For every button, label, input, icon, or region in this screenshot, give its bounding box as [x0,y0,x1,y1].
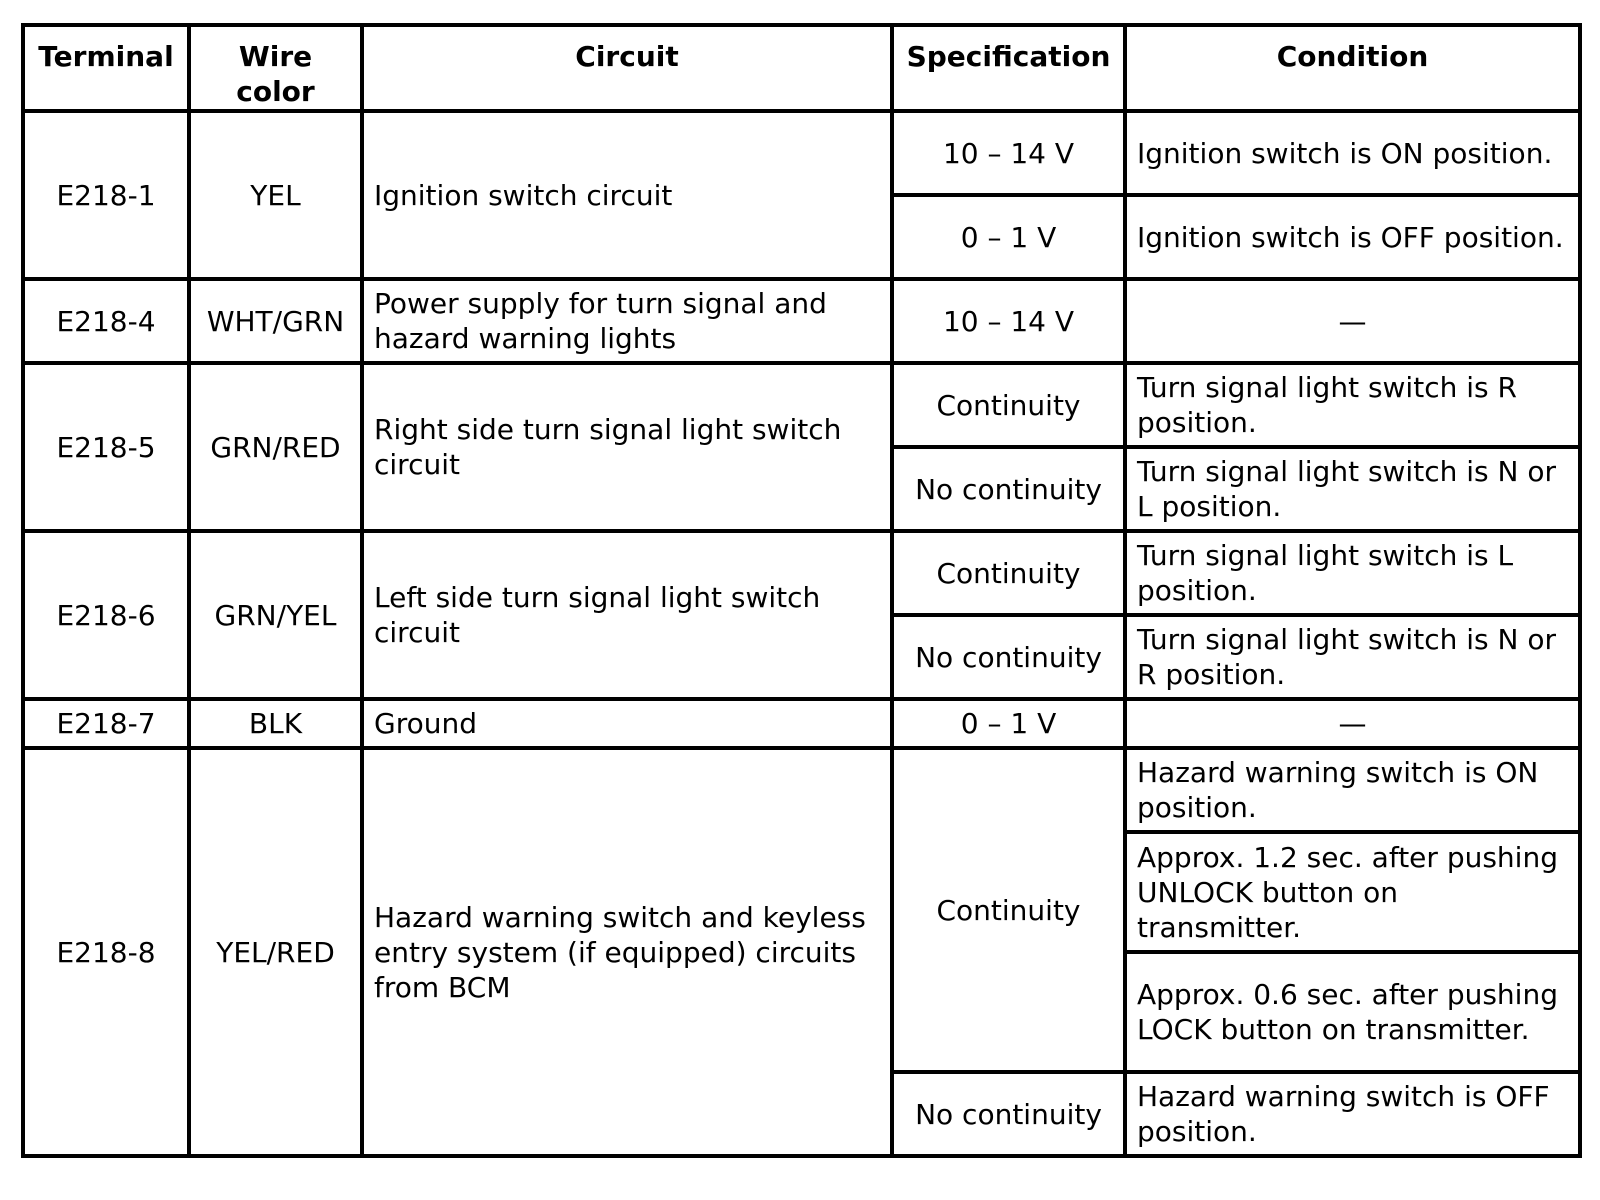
spec-cell: Continuity [892,748,1125,1072]
spec-cell: Continuity [892,531,1125,615]
table-row [23,699,1580,748]
terminal-cell: E218-1 [23,111,189,279]
spec-cell: 0 – 1 V [892,195,1125,279]
terminal-spec-table [21,23,1582,1158]
spec-cell: Continuity [892,363,1125,447]
spec-cell: No continuity [892,1072,1125,1156]
table-row [23,363,1580,447]
condition-cell: Ignition switch is OFF position. [1125,195,1580,279]
spec-cell: 0 – 1 V [892,699,1125,748]
table-row [23,748,1580,832]
condition-cell: Turn signal light switch is R position. [1125,363,1580,447]
condition-cell: — [1125,699,1580,748]
spec-cell: 10 – 14 V [892,279,1125,363]
condition-cell: Hazard warning switch is OFF position. [1125,1072,1580,1156]
header-wire-color: Wire color [189,25,362,111]
terminal-cell: E218-4 [23,279,189,363]
condition-cell: Hazard warning switch is ON position. [1125,748,1580,832]
circuit-cell: Power supply for turn signal and hazard warning lights [362,279,892,363]
header-condition: Condition [1125,25,1580,111]
wire-color-cell: YEL [189,111,362,279]
circuit-cell: Ignition switch circuit [362,111,892,279]
header-circuit: Circuit [362,25,892,111]
table-row [23,531,1580,615]
condition-cell: Turn signal light switch is L position. [1125,531,1580,615]
circuit-cell: Left side turn signal light switch circuit [362,531,892,699]
condition-cell: Approx. 1.2 sec. after pushing UNLOCK button on transmitter. [1125,832,1580,952]
terminal-cell: E218-5 [23,363,189,531]
spec-cell: 10 – 14 V [892,111,1125,195]
wire-color-cell: WHT/GRN [189,279,362,363]
circuit-cell: Hazard warning switch and keyless entry system (if equipped) circuits from BCM [362,748,892,1156]
circuit-cell: Right side turn signal light switch circuit [362,363,892,531]
terminal-cell: E218-8 [23,748,189,1156]
table-row [23,111,1580,195]
wire-color-cell: GRN/YEL [189,531,362,699]
condition-cell: — [1125,279,1580,363]
terminal-cell: E218-6 [23,531,189,699]
header-specification: Specification [892,25,1125,111]
header-row [23,25,1580,111]
spec-table-container [21,23,1582,1158]
wire-color-cell: YEL/RED [189,748,362,1156]
spec-cell: No continuity [892,615,1125,699]
condition-cell: Turn signal light switch is N or L position. [1125,447,1580,531]
condition-cell: Ignition switch is ON position. [1125,111,1580,195]
terminal-cell: E218-7 [23,699,189,748]
wire-color-cell: BLK [189,699,362,748]
condition-cell: Turn signal light switch is N or R position. [1125,615,1580,699]
condition-cell: Approx. 0.6 sec. after pushing LOCK button on transmitter. [1125,952,1580,1072]
wire-color-cell: GRN/RED [189,363,362,531]
spec-cell: No continuity [892,447,1125,531]
header-terminal: Terminal [23,25,189,111]
table-row [23,279,1580,363]
circuit-cell: Ground [362,699,892,748]
